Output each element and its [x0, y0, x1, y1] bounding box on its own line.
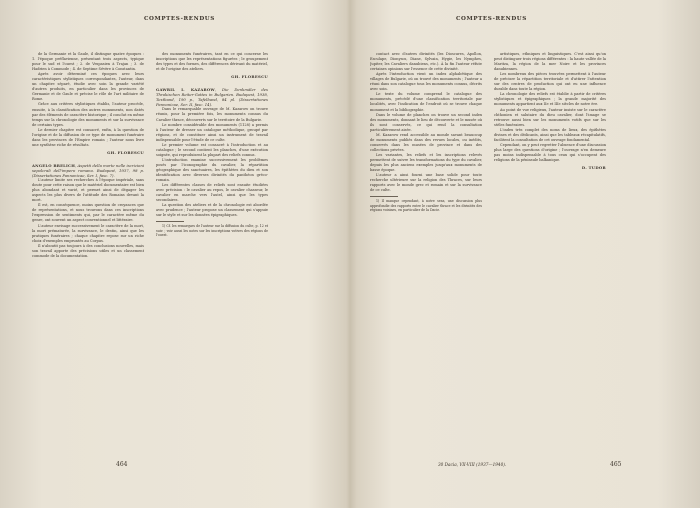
reviewed-author: ANGELO BRELICH [32, 162, 76, 168]
paragraph: L'auteur envisage successivement le caractère de la mort, la mort prématurée, la survivance, le destin, ainsi que les pratiques funéraires ; chaque chapitre repose sur un riche choix d'exemples empruntés au Corpus. [32, 223, 144, 243]
text-column [494, 52, 606, 448]
paragraph: L'introduction examine successivement les problèmes posés par l'iconographie du cavalier, la répartition géographique des sanctuaires, les épithètes du dieu et son identification avec diverses divinités du panthéon gréco-romain. [156, 157, 268, 183]
paragraph: Dans le remarquable ouvrage de M. Kazarow on trouve réunis, pour la première fois, les monuments connus du Cavalier thrace, découverts sur le territoire de la Bulgarie. [156, 107, 268, 122]
reviewed-title: Aspetti della morte nelle iscrizioni sepolcrali dell'impero romano. Budapest, 1937, 98 p. (Dissertationes Pannonicae, Ser. I, fasc. 7). [32, 162, 144, 179]
running-head: COMPTES-RENDUS [456, 16, 527, 22]
paragraph: Cependant, on y peut regretter l'absence d'une discussion plus large des questions d'origine ; l'ouvrage n'en demeure pas moins indispensable à tous ceux qui s'occupent des religions de la péninsule balkanique. [494, 142, 606, 162]
text-column [32, 52, 144, 448]
page-number: 465 [610, 461, 622, 468]
paragraph: des monuments funéraires, tant en ce qui concerne les inscriptions que les représentations figurées ; le groupement des types et des formes, des différences dérivant du matériel, et de l'origine des ateliers. [156, 52, 268, 72]
footnote: 1) Cf. les remarques de l'auteur sur la diffusion du culte, p. 12 et suiv. ; voir aussi les notes sur les inscriptions votives des régions de l'ouest. [156, 224, 268, 238]
paragraph: Après avoir déterminé ces époques avec leurs caractéristiques stylistiques correspondantes, l'auteur, dans un chapitre séparé, étudie avec soin la grande variété d'autres produits, en particulier dans les provinces de Germanie et de Gaule et précise le rôle de l'art militaire de Rome. [32, 72, 144, 102]
review-signature: D. TUDOR [581, 165, 606, 171]
paragraph: Il n'aboutit pas toujours à des conclusions nouvelles, mais son travail apporte des précisions utiles et un classement commode de la documentation. [32, 243, 144, 258]
paragraph: La chronologie des reliefs est établie à partir de critères stylistiques et épigraphiques ; la grande majorité des monuments appartient aux IIe et IIIe siècles de notre ère. [494, 92, 606, 107]
right-page [352, 0, 698, 508]
paragraph: L'auteur a ainsi fourni une base solide pour toute recherche ultérieure sur la religion des Thraces, sur leurs rapports avec le monde grec et romain et sur la survivance de ce culte. [370, 173, 482, 193]
paragraph: Les nombreux des pièces trouvées permettent à l'auteur de préciser la répartition territoriale et d'attirer l'attention sur des centres de production qui ont eu une influence durable dans toute la région. [494, 72, 606, 92]
review-heading: ANGELO BRELICH, Aspetti della morte nelle iscrizioni sepolcrali dell'impero romano. Budapest, 1937, 98 p. (Dissertationes Pannonicae, Ser. I, fasc. 7). [32, 162, 144, 179]
footnote: 1) Il manque cependant, à notre sens, une discussion plus approfondie des rapports entre le cavalier thrace et les divinités des régions voisines, en particulier de la Dacie. [370, 199, 482, 213]
paragraph: Le premier volume est consacré à l'introduction et au catalogue ; le second contient les planches, d'une exécution soignée, qui reproduisent la plupart des reliefs connus. [156, 142, 268, 157]
paragraph: L'auteur limite ses recherches à l'époque impériale, sans doute pour cette raison que le matériel documentaire est bien plus abondant et varié, et permet ainsi de dégager les aspects les plus divers de l'attitude des Romains devant la mort. [32, 178, 144, 203]
paragraph: de la Germanie et la Gaule, il distingue quatre époques : 1. l'époque préflavienne, présentant trois aspects, typique pour le sud et l'ouest ; 2. de Vespasien à Trajan ; 3. de Hadrien à Commode ; 4. de Septime Sévère à Constantin. [32, 52, 144, 72]
reviewed-author: GAWRIL I. KAZAROW [156, 87, 215, 93]
paragraph: Le dernier chapitre est consacré, enfin, à la question de l'origine et de la diffusion de ce type de monument funéraire dans les provinces de l'Empire romain ; l'auteur nous livre une synthèse riche de résultats. [32, 127, 144, 147]
text-column [370, 52, 482, 448]
running-head: COMPTES-RENDUS [144, 16, 215, 22]
page-number: 464 [116, 461, 128, 468]
signature-line: 30 Dacia, VII-VIII (1937—1940). [438, 462, 507, 467]
paragraph: contact avec d'autres divinités (les Dioscures, Apollon, Esculape, Dionysos, Diane, Sylvain, Hygie, les Nymphes, Jupiter, les Cavaliers danubiens, etc.). À la fin l'auteur réfute certaines opinions sur l'essence de cette divinité. [370, 52, 482, 72]
reviewed-title: Die Denkmäler des Thrakischen Reiter-Gottes in Bulgarien. Budapest, 1938, Textband, 190 p., Tafelband, 84 pl. (Dissertationes Pannonicae, Ser. II, fasc. 14). [156, 87, 268, 108]
paragraph: artistiques, ethniques et linguistiques. C'est ainsi qu'on peut distinguer trois régions différentes : la haute vallée de la Maritza, la région de la mer Noire et les provinces danubiennes. [494, 52, 606, 72]
paragraph: Les différentes classes de reliefs sont ensuite étudiées avec précision : le cavalier au repos, le cavalier chasseur, le cavalier en marche vers l'autel, ainsi que les types secondaires. [156, 183, 268, 203]
paragraph: La question des ateliers et de la chronologie est abordée avec prudence ; l'auteur propose un classement qui s'appuie sur le style et sur les données épigraphiques. [156, 203, 268, 218]
paragraph: Il est, en conséquence, moins question de croyances que de représentations, et nous trouvons dans ces inscriptions l'expression de sentiments qui, par le caractère même du genre, ont souvent un aspect conventionnel et littéraire. [32, 203, 144, 223]
paragraph: Au point de vue religieux, l'auteur insiste sur le caractère chthonien et salutaire du dieu cavalier, dont l'image se retrouve aussi bien sur les monuments votifs que sur les stèles funéraires. [494, 107, 606, 127]
review-signature: GH. FLORESCU [107, 149, 144, 155]
paragraph: Dans le volume de planches on trouve un second index des monuments, donnant le lieu de découverte et le musée où ils sont conservés, ce qui rend la consultation particulièrement aisée. [370, 112, 482, 132]
left-page [4, 0, 350, 508]
text-column [156, 52, 268, 448]
paragraph: Grâce aux critères stylistiques établis, l'auteur procède, ensuite, à la classification des autres monuments, non datés par des éléments de caractère historique ; il conclut en même temps sur la chronologie des monuments et sur la survivance de certains types. [32, 102, 144, 127]
review-signature: GH. FLORESCU [231, 74, 268, 80]
paragraph: L'index très complet des noms de lieux, des épithètes divines et des dédicants, ainsi que les tableaux récapitulatifs, facilitent la consultation de cet ouvrage fondamental. [494, 127, 606, 142]
paragraph: Les variantes, les reliefs et les inscriptions relevés permettent de suivre les transformations du type du cavalier, depuis les plus anciens exemples jusqu'aux monuments de basse époque. [370, 152, 482, 173]
footnote-rule [370, 196, 398, 197]
paragraph: M. Kazarow rend accessible au monde savant beaucoup de monuments publiés dans des revues locales, ou inédits, conservés dans les musées de province et dans des collections privées. [370, 132, 482, 152]
paragraph: Le texte du volume comprend le catalogue des monuments, précédé d'une classification territoriale par localités, avec l'indication de l'endroit où se trouve chaque monument et la bibliographie. [370, 92, 482, 112]
paragraph: Après l'introduction vient un index alphabétique des villages de Bulgarie, où on trouvé des monuments ; l'auteur a réuni dans son catalogue tous les monuments connus, décrits avec soin. [370, 72, 482, 92]
footnote-rule [156, 221, 184, 222]
paragraph: Le nombre considérable des monuments (1128) a permis à l'auteur de dresser un catalogue méthodique, groupé par régions, et de constituer ainsi un instrument de travail indispensable pour l'étude de ce culte. [156, 122, 268, 142]
review-heading: GAWRIL I. KAZAROW, Die Denkmäler des Thrakischen Reiter-Gottes in Bulgarien. Budapest, 1938, Textband, 190 p., Tafelband, 84 pl. (Dissertationes Pannonicae, Ser. II, fasc. 14). [156, 87, 268, 108]
